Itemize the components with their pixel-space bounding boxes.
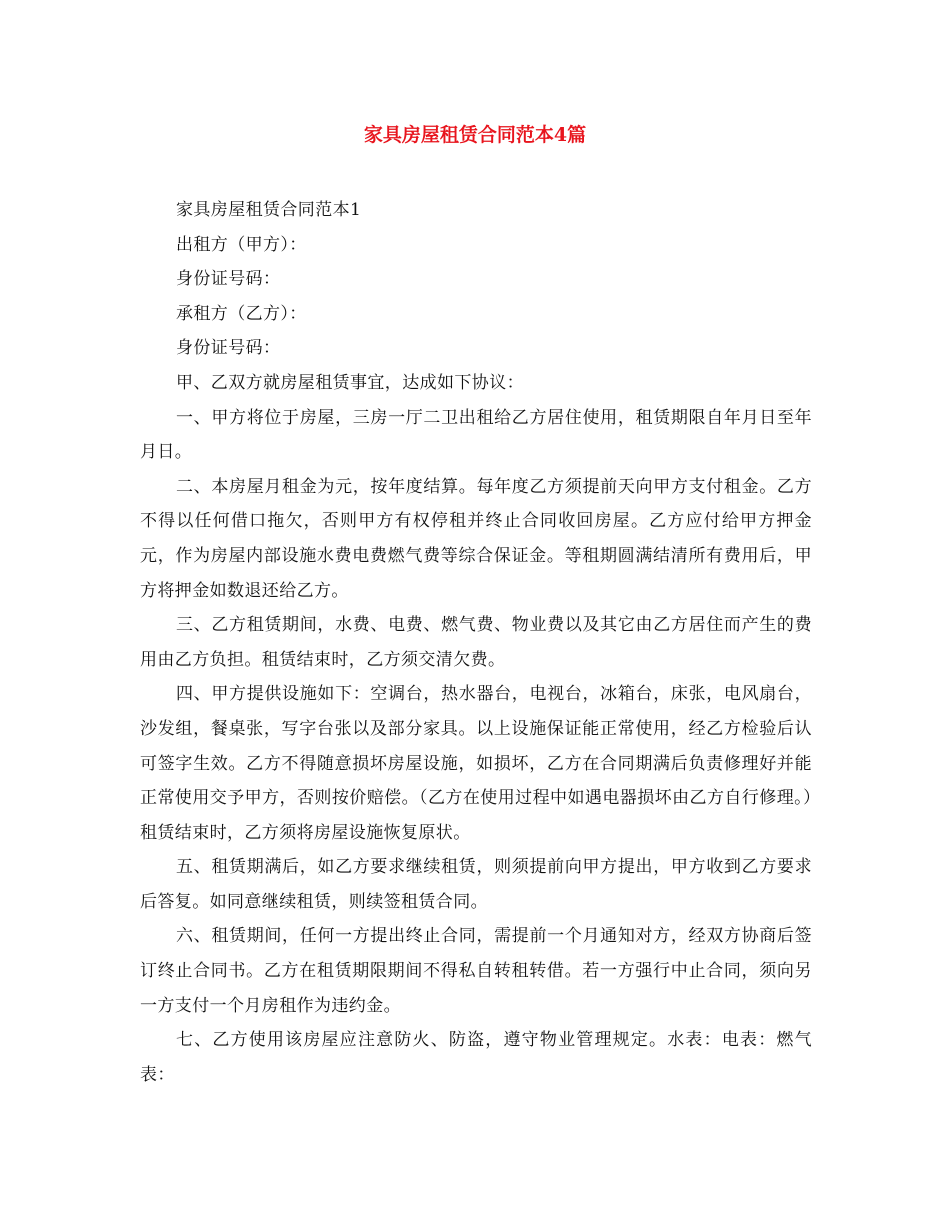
- clause-5: 五、租赁期满后，如乙方要求继续租赁，则须提前向甲方提出，甲方收到乙方要求后答复。如同意继续租赁，则续签租赁合同。: [140, 857, 812, 912]
- lessor-line: 出租方（甲方）：: [176, 234, 307, 255]
- clause-7: 七、乙方使用该房屋应注意防火、防盗，遵守物业管理规定。水表：电表：燃气表：: [140, 1030, 812, 1085]
- agreement-intro: 甲、乙双方就房屋租赁事宜，达成如下协议：: [176, 372, 524, 393]
- clause-3: 三、乙方租赁期间，水费、电费、燃气费、物业费以及其它由乙方居住而产生的费用由乙方负担。租赁结束时，乙方须交清欠费。: [140, 615, 812, 670]
- document-title: 家具房屋租赁合同范本4篇: [363, 124, 587, 146]
- clause-4: 四、甲方提供设施如下：空调台，热水器台，电视台，冰箱台，床张，电风扇台，沙发组，餐桌张，写字台张以及部分家具。以上设施保证能正常使用，经乙方检验后认可签字生效。乙方不得随意损坏房屋设施，如损坏，乙方在合同期满后负责修理好并能正常使用交予甲方，否则按价赔偿。（乙方在使用过程中如遇电器损坏由乙方自行修理。）租赁结束时，乙方须将房屋设施恢复原状。: [140, 684, 812, 843]
- lessee-line: 承租方（乙方）：: [176, 303, 307, 324]
- clause-2: 二、本房屋月租金为元，按年度结算。每年度乙方须提前天向甲方支付租金。乙方不得以任何借口拖欠，否则甲方有权停租并终止合同收回房屋。乙方应付给甲方押金元，作为房屋内部设施水费电费燃气费等综合保证金。等租期圆满结清所有费用后，甲方将押金如数退还给乙方。: [140, 476, 812, 601]
- document-body: [140, 193, 812, 1092]
- clause-1: 一、甲方将位于房屋，三房一厅二卫出租给乙方居住使用，租赁期限自年月日至年月日。: [140, 407, 812, 463]
- lessee-id-line: 身份证号码：: [176, 338, 281, 359]
- section-heading: 家具房屋租赁合同范本1: [176, 200, 362, 220]
- lessor-id-line: 身份证号码：: [176, 269, 281, 290]
- clause-6: 六、租赁期间，任何一方提出终止合同，需提前一个月通知对方，经双方协商后签订终止合同书。乙方在租赁期限期间不得私自转租转借。若一方强行中止合同，须向另一方支付一个月房租作为违约金。: [140, 926, 812, 1016]
